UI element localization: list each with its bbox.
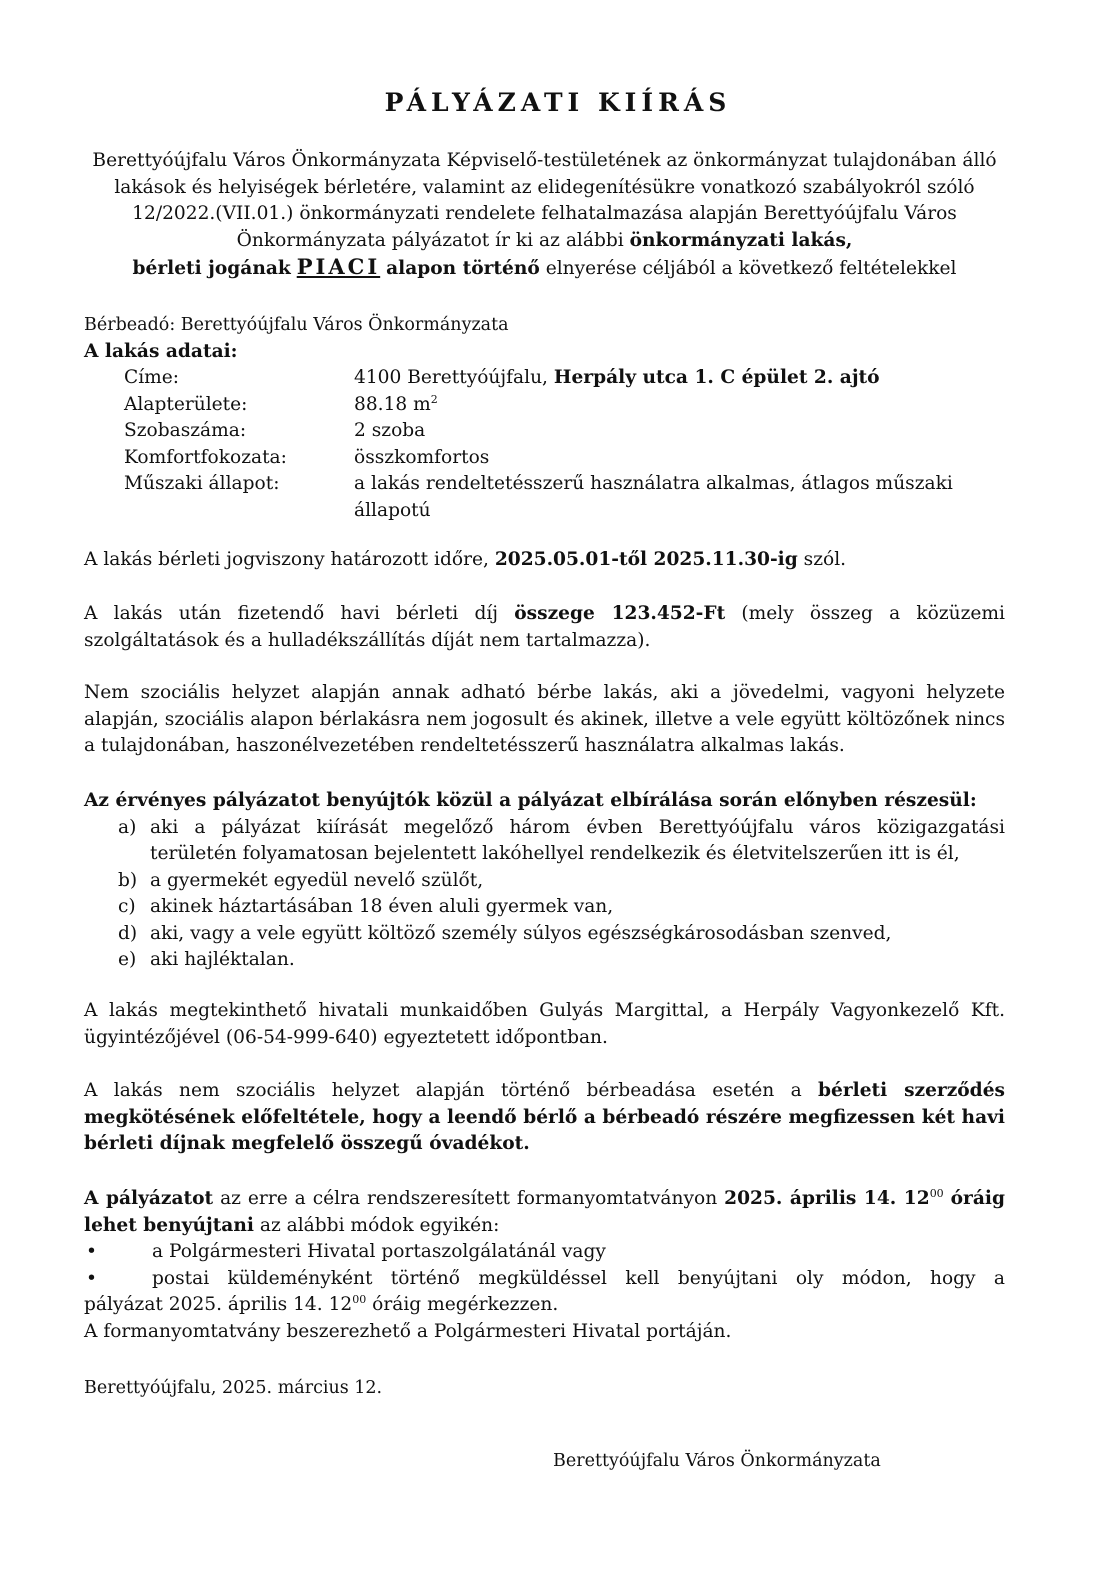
submission-section [84, 1186, 1005, 1345]
list-item [84, 1266, 1005, 1293]
preferences-section [84, 788, 1005, 974]
deposit-text: A lakás nem szociális helyzet alapján történő bérbeadása esetén a [84, 1080, 802, 1101]
term-paragraph [84, 547, 1005, 574]
term-text: A lakás bérleti jogviszony határozott időre, [84, 549, 489, 570]
rent-paragraph [84, 601, 1005, 654]
detail-value: a lakás rendeltetésszerű használatra alkalmas, átlagos műszaki állapotú [354, 473, 953, 521]
eligibility-paragraph: Nem szociális helyzet alapján annak adható bérbe lakás, aki a jövedelmi, vagyoni helyzete alapján, szociális alapon bérlakásra nem jogosult és akinek, illetve a vele együtt költözőnek nincs a tulajdonában, haszonélvezetében rendeltetésszerű használatra alkalmas lakás. [84, 682, 1005, 756]
bullet-marker: • [86, 1241, 97, 1262]
bullet-marker: • [86, 1267, 97, 1289]
list-item [118, 894, 1005, 921]
submission-text: az erre a célra rendszeresített formanyomtatványon [220, 1188, 718, 1209]
detail-label: Komfortfokozata: [124, 446, 287, 468]
intro-bold-rights: bérleti jogának [132, 258, 291, 279]
rent-amount: összege 123.452-Ft [514, 603, 726, 624]
intro-bold-basis: alapon történő [386, 258, 540, 279]
bullet-cont-end: óráig megérkezzen. [372, 1294, 559, 1315]
detail-label: Műszaki állapot: [124, 473, 280, 494]
list-marker: c) [118, 896, 136, 917]
list-item [118, 947, 1005, 974]
list-text: a gyermekét egyedül nevelő szülőt, [150, 869, 484, 891]
list-marker: a) [118, 816, 137, 838]
page-title: PÁLYÁZATI KIÍRÁS [384, 88, 732, 117]
detail-value [354, 365, 1004, 392]
landlord-line: Bérbeadó: Berettyóújfalu Város Önkormányzata [84, 315, 509, 335]
detail-label: Címe: [124, 367, 180, 388]
address-plain: 4100 Berettyóújfalu, [354, 367, 548, 388]
list-marker: e) [118, 949, 137, 970]
rent-text-end: (mely összeg a közüzemi szolgáltatások és a hulladékszállítás díját nem tartalmazza). [84, 603, 1005, 651]
list-marker: d) [118, 922, 138, 944]
detail-row-technical [124, 471, 1004, 524]
place-date: Berettyóújfalu, 2025. március 12. [84, 1378, 383, 1398]
intro-bold-apartment: önkormányzati lakás, [629, 229, 853, 251]
details-table [124, 365, 1004, 524]
list-text: aki a pályázat kiírását megelőző három évben Berettyóújfalu város közigazgatási területén folyamatosan bejelentett lakóhellyel rendelkezik és életvitelszerűen itt is él, [150, 816, 1005, 864]
bullet-text: postai küldeményként történő megküldéssel kell benyújtani oly módon, hogy a [152, 1267, 1005, 1289]
list-text: akinek háztartásában 18 éven aluli gyermek van, [150, 896, 614, 917]
bullet-cont-text: pályázat 2025. április 14. 12 [84, 1294, 353, 1315]
detail-label: Szobaszáma: [124, 420, 247, 441]
intro-piaci: PIACI [296, 254, 381, 279]
submission-deadline: 2025. április 14. 12 [724, 1188, 930, 1209]
address-bold: Herpály utca 1. C épület 2. ajtó [553, 367, 880, 388]
term-dates: 2025.05.01-től 2025.11.30-ig [494, 549, 798, 570]
list-marker: b) [118, 869, 138, 891]
form-note: A formanyomtatvány beszerezhető a Polgármesteri Hivatal portáján. [84, 1320, 732, 1342]
viewing-paragraph: A lakás megtekinthető hivatali munkaidőben Gulyás Margittal, a Herpály Vagyonkezelő Kft. ügyintézőjével (06-54-999-640) egyeztetett időpontban. [84, 1000, 1005, 1048]
list-item [118, 868, 1005, 895]
intro-text-end: elnyerése céljából a következő feltételekkel [545, 258, 957, 279]
list-text: aki hajléktalan. [150, 949, 295, 970]
intro-paragraph [84, 148, 1005, 283]
bullet-continuation [84, 1292, 1005, 1319]
deposit-paragraph [84, 1078, 1005, 1158]
intro-text: Berettyóújfalu Város Önkormányzata Képviselő-testületének az önkormányzat tulajdonában álló lakások és helyiségek bérletére, valamint az elidegenítésükre vonatkozó szabályokról szóló 12/2022.(VII.01.) önkormányzati rendelete felhatalmazása alapján Berettyóújfalu Város Önkormányzata pályázatot ír ki az alábbi [92, 150, 997, 251]
details-heading: A lakás adatai: [84, 340, 238, 362]
detail-value: összkomfortos [354, 446, 490, 468]
preferences-heading: Az érvényes pályázatot benyújtók közül a pályázat elbírálása során előnyben részesül: [84, 790, 977, 811]
area-value: 88.18 m [354, 393, 431, 415]
detail-row-area [124, 392, 1004, 419]
detail-row-rooms [124, 418, 1004, 445]
list-item [118, 921, 1005, 948]
detail-label: Alapterülete: [124, 393, 248, 415]
apartment-details [84, 312, 1005, 524]
deposit-bold: bérleti szerződés megkötésének előfeltétele, hogy a leendő bérlő a bérbeadó részére megfizessen két havi bérleti díjnak megfelelő összegű óvadékot. [84, 1080, 1005, 1154]
list-text: aki, vagy a vele együtt költöző személy súlyos egészségkárosodásban szenved, [150, 922, 892, 944]
signature: Berettyóújfalu Város Önkormányzata [553, 1451, 881, 1471]
preferences-list [84, 815, 1005, 974]
submission-intro [84, 1186, 1005, 1239]
detail-row-address [124, 365, 1004, 392]
bullet-text: a Polgármesteri Hivatal portaszolgálatánál vagy [152, 1241, 606, 1262]
detail-value: 2 szoba [354, 420, 426, 441]
submission-sup: 00 [929, 1187, 944, 1200]
detail-value [354, 392, 1004, 419]
submission-bold: A pályázatot [84, 1188, 214, 1209]
term-text-end: szól. [803, 549, 847, 570]
area-unit-sup: 2 [430, 392, 438, 406]
submission-bold-end: óráig lehet benyújtani [84, 1188, 1005, 1236]
list-item [118, 815, 1005, 868]
bullet-sup: 00 [352, 1293, 367, 1306]
detail-row-comfort [124, 445, 1004, 472]
submission-text-end: az alábbi módok egyikén: [259, 1214, 500, 1236]
list-item [84, 1239, 1005, 1266]
rent-text: A lakás után fizetendő havi bérleti díj [84, 603, 499, 624]
